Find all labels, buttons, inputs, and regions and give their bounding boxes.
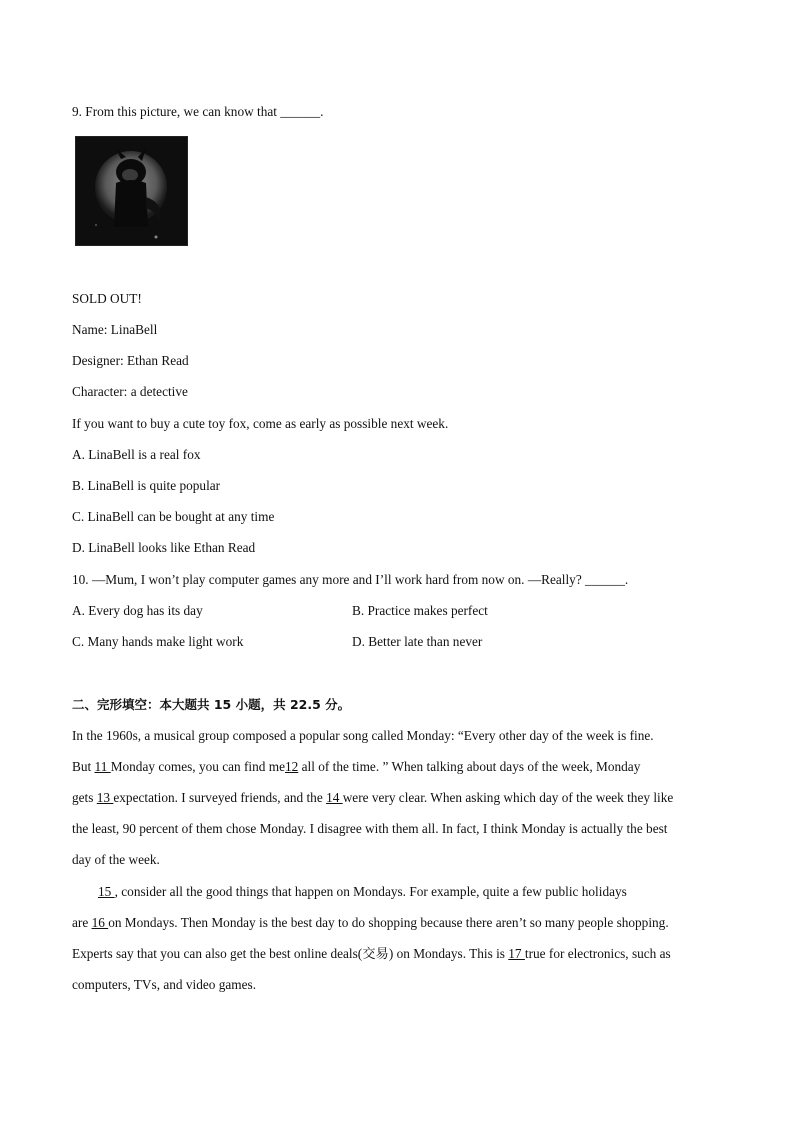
passage-line: computers, TVs, and video games. — [72, 977, 257, 992]
q10-option-c: C. Many hands make light work — [72, 634, 244, 649]
q9-option-d: D. LinaBell looks like Ethan Read — [72, 540, 256, 555]
blank-11: 11 — [94, 759, 111, 774]
q10-option-a: A. Every dog has its day — [72, 603, 203, 618]
q9-option-a: A. LinaBell is a real fox — [72, 447, 201, 462]
ad-character: Character: a detective — [72, 384, 188, 399]
blank-15: 15 — [98, 884, 115, 899]
q10-option-b: B. Practice makes perfect — [352, 603, 488, 618]
q10-option-d: D. Better late than never — [352, 634, 483, 649]
section-2-heading: 二、完形填空：本大题共 15 小题，共 22.5 分。 — [72, 697, 351, 712]
passage-line: In the 1960s, a musical group composed a popular song called Monday: “Every other day of the week is fine. — [72, 728, 654, 743]
passage-line: Experts say that you can also get the best online deals(交易) on Mondays. This is 17 true for electronics, such as — [72, 946, 671, 961]
blank-17: 17 — [508, 946, 525, 961]
passage-line: gets 13 expectation. I surveyed friends, and the 14 were very clear. When asking which day of the week they like — [72, 790, 674, 805]
ad-name: Name: LinaBell — [72, 322, 158, 337]
passage-line: day of the week. — [72, 852, 160, 867]
blank-16: 16 — [91, 915, 109, 930]
fox-silhouette-image — [76, 137, 187, 245]
question-10-stem: 10. —Mum, I won’t play computer games any more and I’ll work hard from now on. —Really? ______. — [72, 572, 629, 587]
blank-14: 14 — [326, 790, 343, 805]
blank-13: 13 — [96, 790, 114, 805]
passage-line: are 16 on Mondays. Then Monday is the best day to do shopping because there aren’t so many people shopping. — [72, 915, 669, 930]
question-9-stem: 9. From this picture, we can know that ______. — [72, 104, 324, 119]
passage-line: 15 , consider all the good things that happen on Mondays. For example, quite a few public holidays — [98, 884, 627, 899]
q9-option-b: B. LinaBell is quite popular — [72, 478, 221, 493]
ad-note: If you want to buy a cute toy fox, come as early as possible next week. — [72, 416, 449, 431]
fox-photo — [75, 136, 188, 246]
ad-sold-out: SOLD OUT! — [72, 291, 142, 306]
ad-designer: Designer: Ethan Read — [72, 353, 189, 368]
passage-line: But 11 Monday comes, you can find me12 all of the time. ” When talking about days of the week, Monday — [72, 759, 641, 774]
q9-option-c: C. LinaBell can be bought at any time — [72, 509, 275, 524]
passage-line: the least, 90 percent of them chose Monday. I disagree with them all. In fact, I think Monday is actually the best — [72, 821, 668, 836]
blank-12: 12 — [284, 759, 299, 774]
